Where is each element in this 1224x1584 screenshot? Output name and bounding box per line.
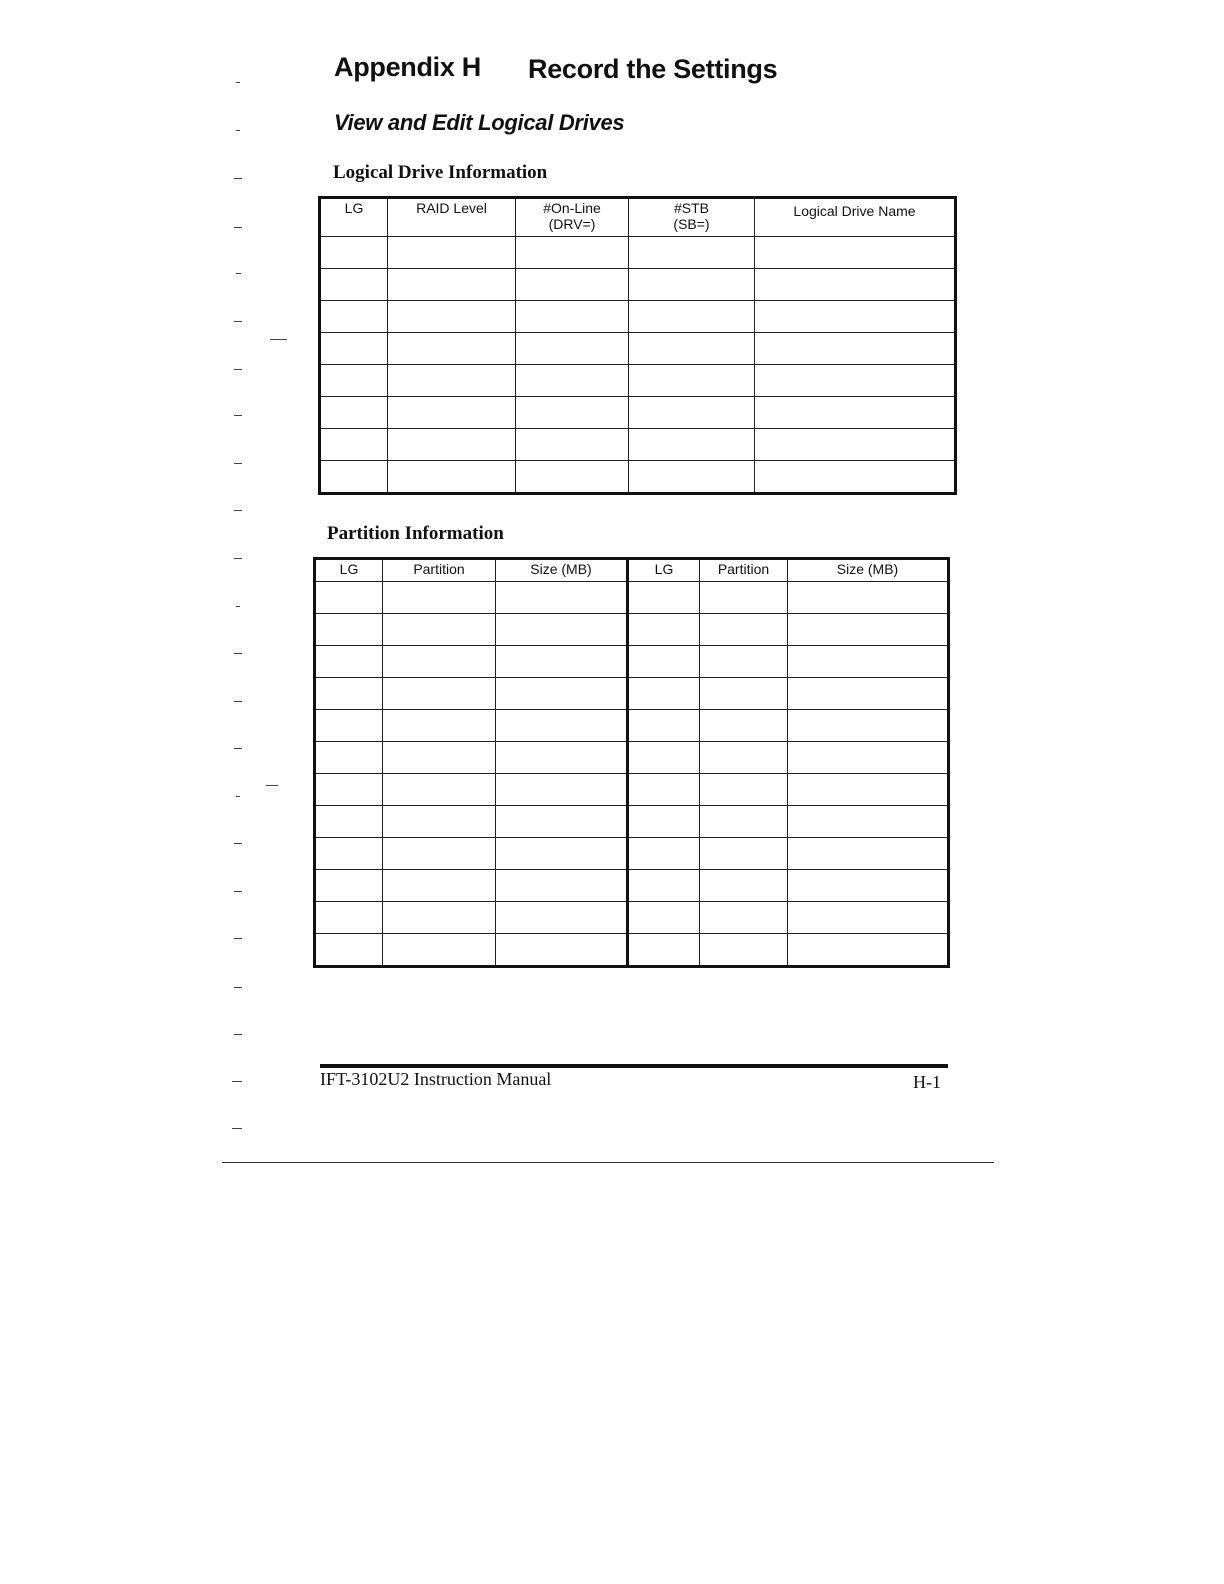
column-header-size-mb: Size (MB) (788, 559, 949, 582)
table-row (320, 301, 956, 333)
blank-entry-cell (315, 678, 383, 710)
blank-entry-cell (320, 269, 388, 301)
column-header-line1: RAID Level (416, 200, 487, 216)
column-header-partition: Partition (383, 559, 496, 582)
margin-tick (266, 785, 278, 786)
blank-entry-cell (629, 365, 755, 397)
margin-tick (232, 1081, 242, 1082)
blank-entry-cell (383, 614, 496, 646)
blank-entry-cell (788, 870, 949, 902)
blank-entry-cell (788, 934, 949, 967)
margin-tick (234, 653, 242, 654)
table-row (315, 710, 949, 742)
blank-entry-cell (628, 582, 700, 614)
blank-entry-cell (315, 870, 383, 902)
margin-tick (234, 748, 242, 749)
margin-tick (234, 843, 242, 844)
column-header-logical-drive-name (755, 198, 956, 237)
margin-tick (234, 938, 242, 939)
blank-entry-cell (388, 269, 516, 301)
appendix-label: Appendix H (334, 52, 482, 82)
blank-entry-cell (788, 742, 949, 774)
partition-table-body (315, 582, 949, 967)
blank-entry-cell (496, 582, 628, 614)
blank-entry-cell (315, 806, 383, 838)
blank-entry-cell (496, 870, 628, 902)
column-header-lg (320, 198, 388, 237)
blank-entry-cell (383, 678, 496, 710)
blank-entry-cell (700, 646, 788, 678)
blank-entry-cell (700, 678, 788, 710)
margin-tick (234, 891, 242, 892)
logical-drive-header-row (320, 198, 956, 237)
blank-entry-cell (629, 237, 755, 269)
table-row (320, 365, 956, 397)
blank-entry-cell (755, 237, 956, 269)
blank-entry-cell (496, 742, 628, 774)
blank-entry-cell (629, 269, 755, 301)
blank-entry-cell (315, 646, 383, 678)
blank-entry-cell (755, 269, 956, 301)
footer-page-number: H-1 (913, 1072, 941, 1092)
blank-entry-cell (496, 614, 628, 646)
blank-entry-cell (516, 269, 629, 301)
blank-entry-cell (755, 397, 956, 429)
blank-entry-cell (755, 333, 956, 365)
blank-entry-cell (700, 742, 788, 774)
blank-entry-cell (496, 710, 628, 742)
blank-entry-cell (320, 397, 388, 429)
blank-entry-cell (315, 582, 383, 614)
table-row (320, 461, 956, 494)
table-row (315, 806, 949, 838)
blank-entry-cell (628, 806, 700, 838)
blank-entry-cell (788, 582, 949, 614)
blank-entry-cell (388, 365, 516, 397)
blank-entry-cell (628, 646, 700, 678)
table-row (315, 614, 949, 646)
margin-tick (234, 178, 242, 179)
blank-entry-cell (628, 742, 700, 774)
blank-entry-cell (388, 301, 516, 333)
blank-entry-cell (700, 582, 788, 614)
blank-entry-cell (315, 934, 383, 967)
blank-entry-cell (700, 934, 788, 967)
blank-entry-cell (788, 678, 949, 710)
blank-entry-cell (628, 774, 700, 806)
table-row (320, 429, 956, 461)
logical-drive-table-body (320, 237, 956, 494)
table-row (315, 870, 949, 902)
blank-entry-cell (315, 902, 383, 934)
column-header-line2: (SB=) (673, 216, 710, 232)
blank-entry-cell (755, 461, 956, 494)
blank-entry-cell (320, 333, 388, 365)
blank-entry-cell (700, 902, 788, 934)
column-header-stb (629, 198, 755, 237)
appendix-title: Record the Settings (528, 54, 778, 84)
footer-manual-title: IFT-3102U2 Instruction Manual (320, 1069, 552, 1089)
margin-tick (236, 82, 240, 83)
blank-entry-cell (628, 678, 700, 710)
blank-entry-cell (315, 838, 383, 870)
blank-entry-cell (383, 774, 496, 806)
blank-entry-cell (315, 774, 383, 806)
column-header-line1: #STB (673, 200, 709, 216)
column-header-line1: Logical Drive Name (793, 203, 916, 219)
blank-entry-cell (700, 710, 788, 742)
column-header-raid-level (388, 198, 516, 237)
blank-entry-cell (496, 646, 628, 678)
blank-entry-cell (628, 870, 700, 902)
blank-entry-cell (516, 397, 629, 429)
blank-entry-cell (788, 902, 949, 934)
blank-entry-cell (516, 365, 629, 397)
table-row (315, 646, 949, 678)
blank-entry-cell (755, 365, 956, 397)
blank-entry-cell (383, 742, 496, 774)
blank-entry-cell (496, 774, 628, 806)
blank-entry-cell (315, 742, 383, 774)
blank-entry-cell (496, 678, 628, 710)
margin-tick (234, 369, 242, 370)
scan-edge-rule (222, 1162, 994, 1163)
blank-entry-cell (383, 934, 496, 967)
margin-tick (234, 463, 242, 464)
table-row (320, 333, 956, 365)
table-row (320, 269, 956, 301)
blank-entry-cell (788, 838, 949, 870)
blank-entry-cell (788, 646, 949, 678)
blank-entry-cell (383, 710, 496, 742)
blank-entry-cell (383, 838, 496, 870)
table-row (315, 902, 949, 934)
column-header-line1: #On-Line (543, 200, 601, 216)
column-header-line2: (DRV=) (548, 216, 596, 232)
blank-entry-cell (388, 429, 516, 461)
blank-entry-cell (496, 934, 628, 967)
blank-entry-cell (320, 461, 388, 494)
blank-entry-cell (383, 870, 496, 902)
blank-entry-cell (755, 301, 956, 333)
blank-entry-cell (315, 614, 383, 646)
margin-tick (236, 796, 240, 797)
blank-entry-cell (700, 806, 788, 838)
blank-entry-cell (496, 838, 628, 870)
margin-tick (236, 273, 241, 274)
margin-tick (236, 130, 240, 131)
margin-tick (234, 701, 242, 702)
blank-entry-cell (700, 870, 788, 902)
blank-entry-cell (788, 806, 949, 838)
margin-tick (236, 606, 240, 607)
margin-tick (234, 1034, 242, 1035)
table-row (315, 678, 949, 710)
blank-entry-cell (496, 806, 628, 838)
blank-entry-cell (628, 902, 700, 934)
section-title: View and Edit Logical Drives (334, 110, 625, 135)
blank-entry-cell (383, 582, 496, 614)
blank-entry-cell (383, 806, 496, 838)
column-header-line1: LG (344, 200, 364, 216)
blank-entry-cell (496, 902, 628, 934)
blank-entry-cell (629, 429, 755, 461)
logical-drive-caption: Logical Drive Information (333, 162, 548, 183)
column-header-partition: Partition (700, 559, 788, 582)
margin-tick (232, 1128, 242, 1129)
blank-entry-cell (700, 774, 788, 806)
blank-entry-cell (388, 237, 516, 269)
blank-entry-cell (700, 614, 788, 646)
margin-tick (234, 321, 242, 322)
margin-tick (234, 510, 242, 511)
blank-entry-cell (629, 461, 755, 494)
blank-entry-cell (516, 301, 629, 333)
blank-entry-cell (388, 333, 516, 365)
margin-tick (270, 339, 287, 340)
blank-entry-cell (700, 838, 788, 870)
column-header-online (516, 198, 629, 237)
column-header-lg: LG (315, 559, 383, 582)
blank-entry-cell (516, 333, 629, 365)
margin-tick (234, 227, 242, 228)
blank-entry-cell (628, 934, 700, 967)
table-row (320, 397, 956, 429)
blank-entry-cell (516, 429, 629, 461)
table-row (315, 838, 949, 870)
column-header-lg: LG (628, 559, 700, 582)
blank-entry-cell (788, 710, 949, 742)
blank-entry-cell (320, 301, 388, 333)
blank-entry-cell (320, 237, 388, 269)
table-row (315, 934, 949, 967)
blank-entry-cell (516, 461, 629, 494)
partition-caption: Partition Information (327, 523, 504, 544)
blank-entry-cell (788, 774, 949, 806)
blank-entry-cell (629, 301, 755, 333)
margin-tick (234, 987, 242, 988)
blank-entry-cell (388, 397, 516, 429)
margin-tick (234, 415, 242, 416)
blank-entry-cell (629, 397, 755, 429)
blank-entry-cell (628, 710, 700, 742)
blank-entry-cell (315, 710, 383, 742)
blank-entry-cell (320, 365, 388, 397)
blank-entry-cell (629, 333, 755, 365)
blank-entry-cell (628, 838, 700, 870)
blank-entry-cell (388, 461, 516, 494)
partition-table (313, 557, 950, 968)
column-header-size-mb: Size (MB) (496, 559, 628, 582)
table-row (315, 774, 949, 806)
blank-entry-cell (320, 429, 388, 461)
blank-entry-cell (516, 237, 629, 269)
footer-rule (320, 1064, 948, 1068)
blank-entry-cell (383, 646, 496, 678)
table-row (315, 582, 949, 614)
margin-tick (234, 558, 242, 559)
table-row (320, 237, 956, 269)
blank-entry-cell (383, 902, 496, 934)
blank-entry-cell (755, 429, 956, 461)
blank-entry-cell (628, 614, 700, 646)
logical-drive-table (318, 196, 957, 495)
blank-entry-cell (788, 614, 949, 646)
partition-header-row (315, 559, 949, 582)
table-row (315, 742, 949, 774)
